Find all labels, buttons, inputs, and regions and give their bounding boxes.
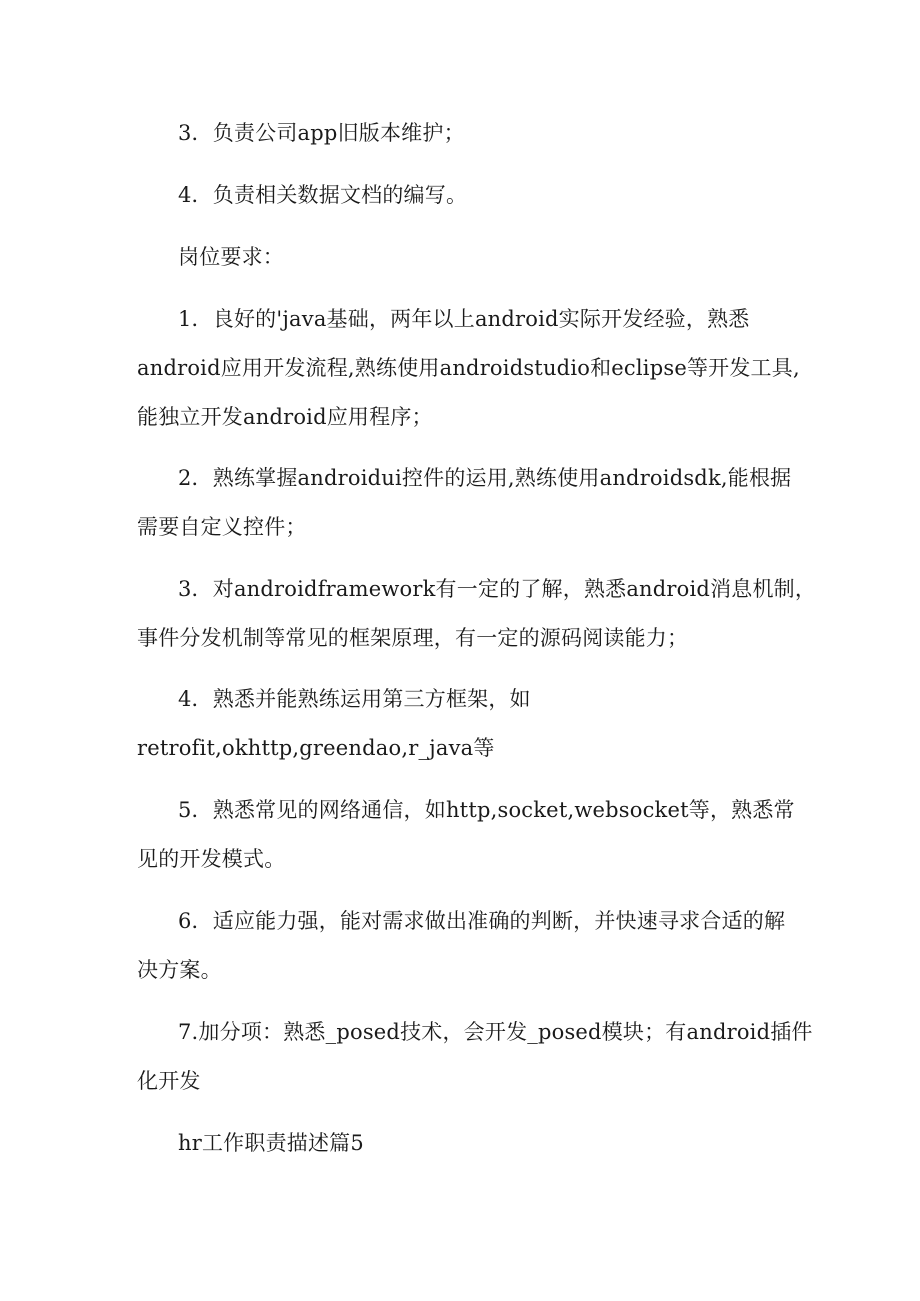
requirement-2-line-2: 需要自定义控件； [137,515,307,539]
section-heading-requirements: 岗位要求： [178,245,284,269]
requirement-2-line-1: 2．熟练掌握androidui控件的运用,熟练使用androidsdk,能根据 [178,466,792,490]
section-heading-next: hr工作职责描述篇5 [178,1131,364,1155]
requirement-1-line-3: 能独立开发android应用程序； [137,405,433,429]
requirement-1-line-2: android应用开发流程,熟练使用androidstudio和eclipse等开发工具, [137,356,800,380]
duty-item-4: 4．负责相关数据文档的编写。 [178,183,468,207]
requirement-1-line-1: 1．良好的'java基础，两年以上android实际开发经验，熟悉 [178,307,750,331]
requirement-6-line-1: 6．适应能力强，能对需求做出准确的判断，并快速寻求合适的解 [178,909,786,933]
requirement-3-line-2: 事件分发机制等常见的框架原理，有一定的源码阅读能力； [137,626,689,650]
requirement-7-line-2: 化开发 [137,1069,201,1093]
requirement-6-line-2: 决方案。 [137,958,222,982]
requirement-4-line-2: retrofit,okhttp,greendao,r_java等 [137,736,495,760]
requirement-5-line-1: 5．熟悉常见的网络通信，如http,socket,websocket等，熟悉常 [178,798,795,822]
requirement-7-line-1: 7.加分项：熟悉_posed技术，会开发_posed模块；有android插件 [178,1020,813,1044]
requirement-3-line-1: 3．对androidframework有一定的了解，熟悉android消息机制， [178,577,817,601]
duty-item-3: 3．负责公司app旧版本维护； [178,121,465,145]
requirement-4-line-1: 4．熟悉并能熟练运用第三方框架，如 [178,687,531,711]
requirement-5-line-2: 见的开发模式。 [137,847,286,871]
